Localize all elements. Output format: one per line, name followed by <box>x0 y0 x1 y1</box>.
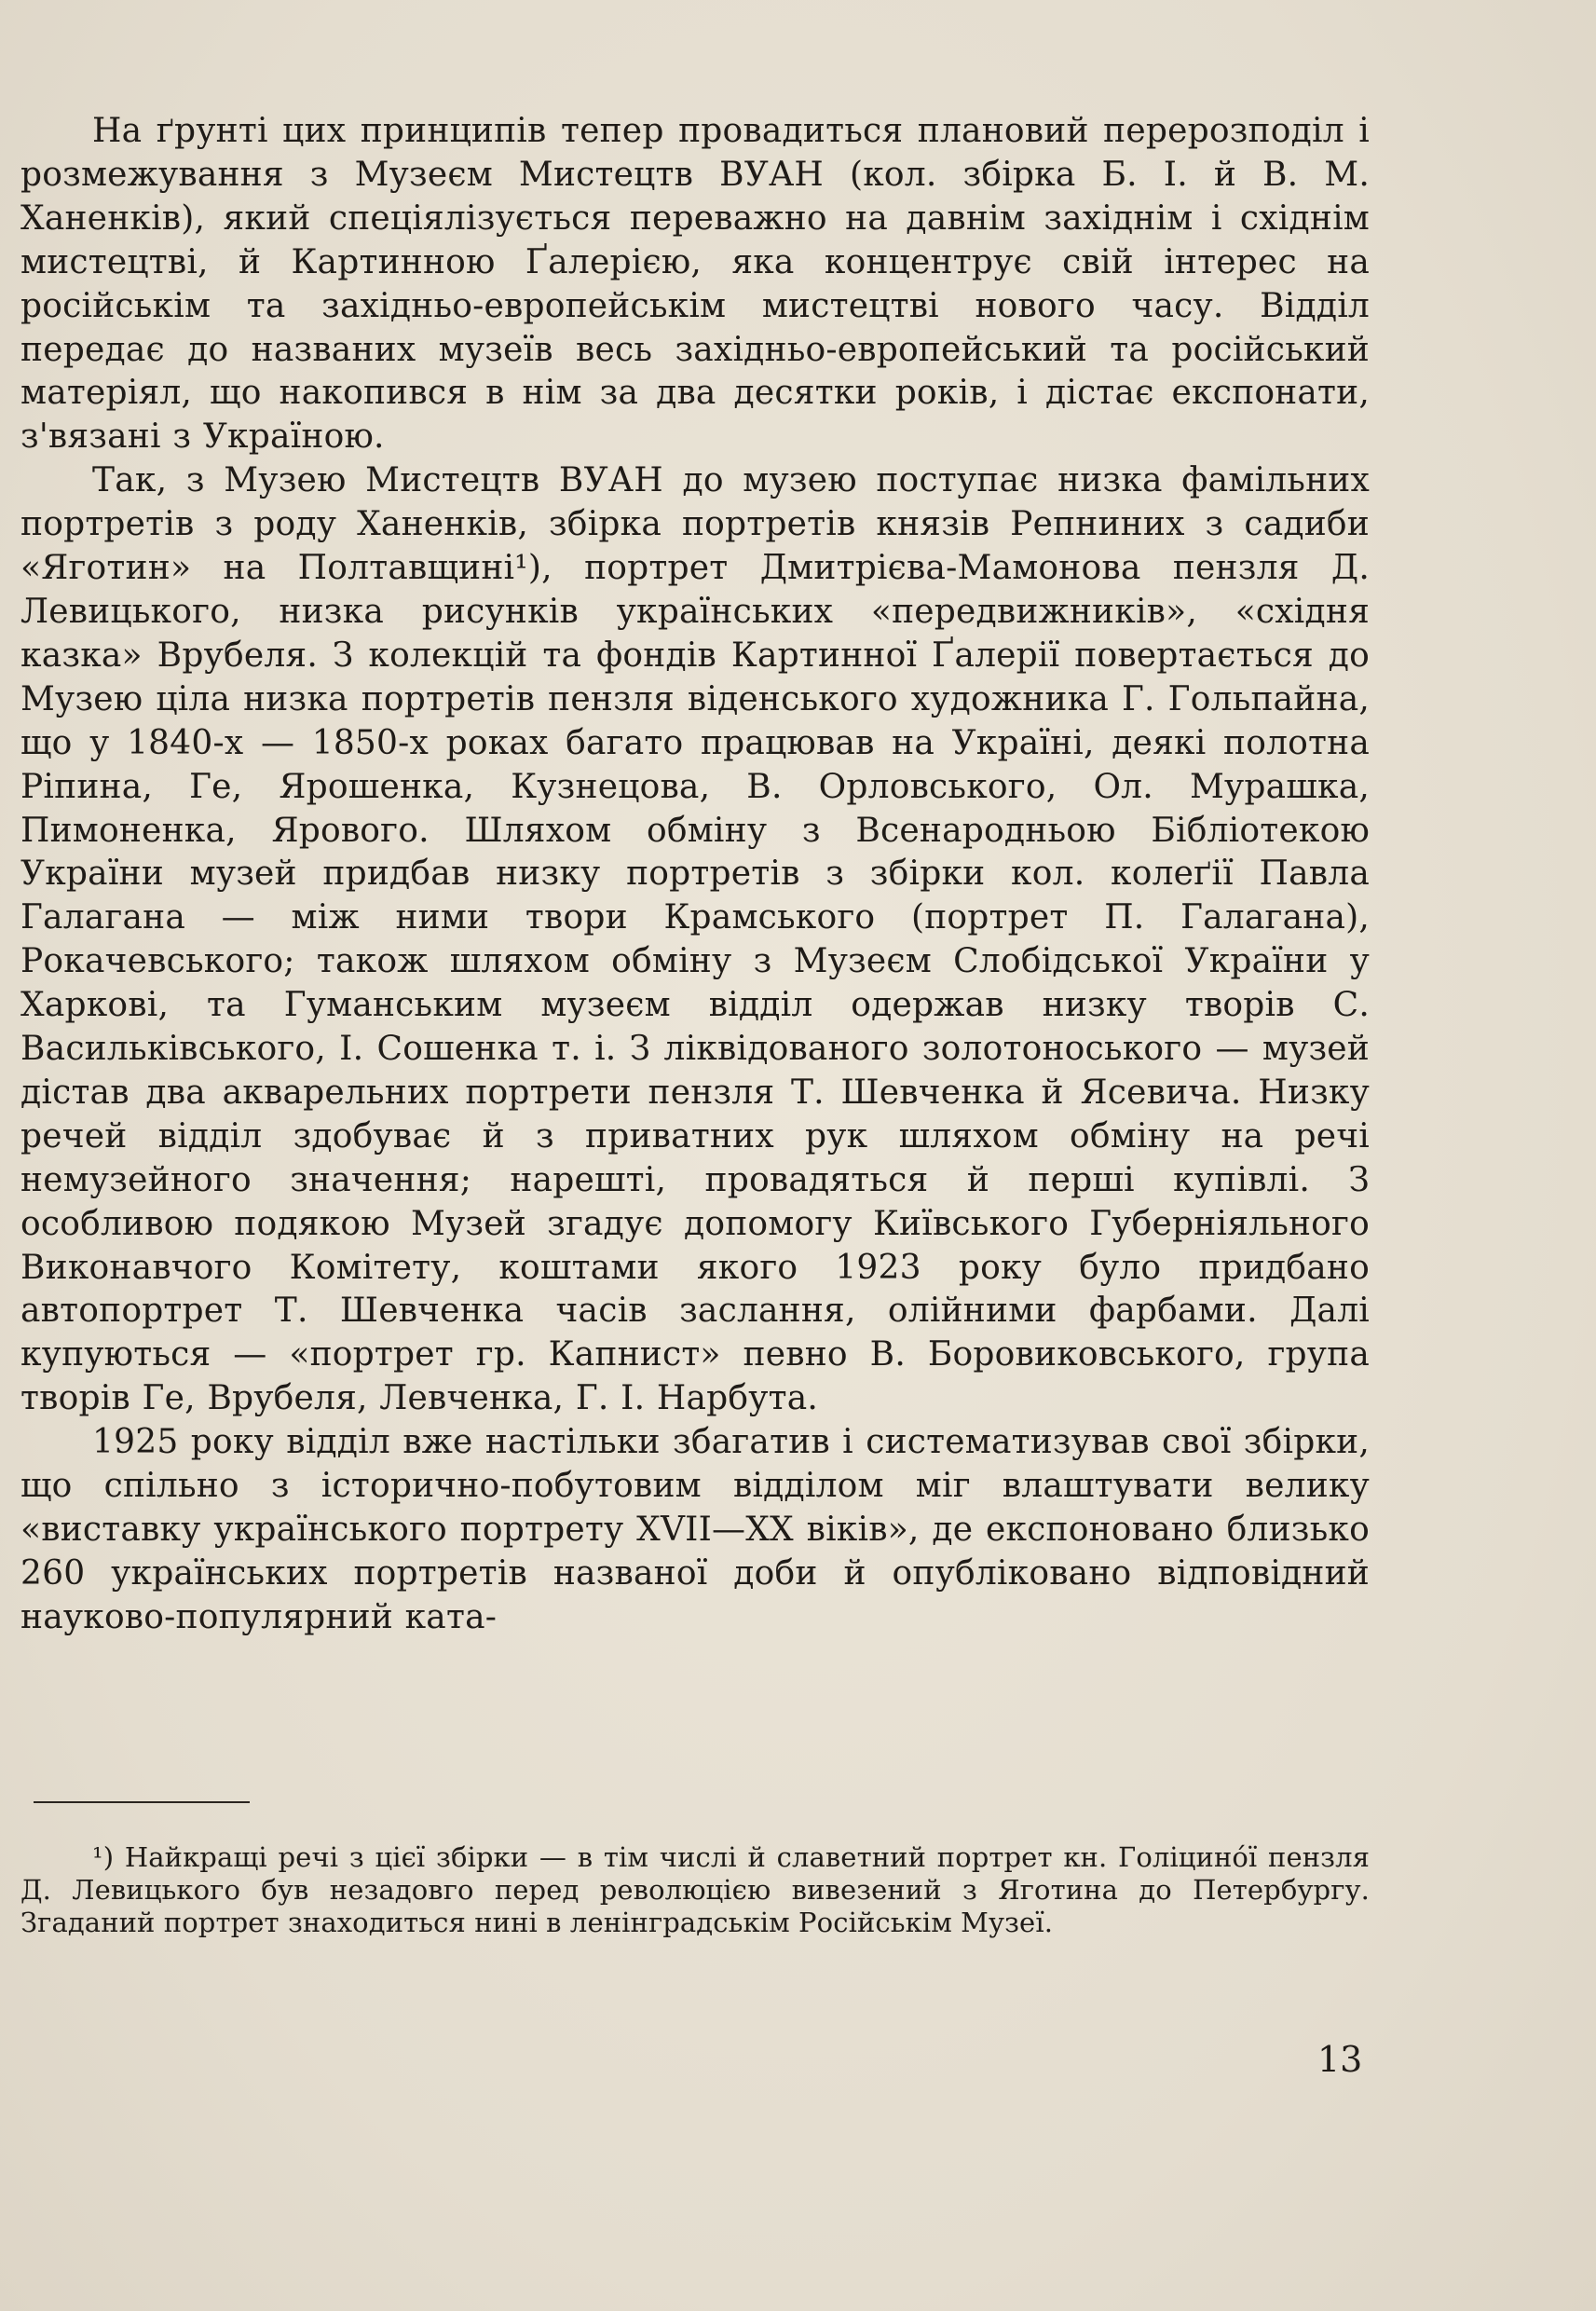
main-text <box>20 110 1370 1640</box>
page-number: 13 <box>1317 2039 1363 2080</box>
footnotes <box>20 1841 1370 1939</box>
paragraph-1: На ґрунті цих принципів тепер провадиться плановий перерозподіл і розмежування з Музеєм Мистецтв ВУАН (кол. збірка Б. І. й В. М. Ханенків), який спеціялізується переважно на давнім західнім і східнім мистецтві, й Картинною Ґалерією, яка концентрує свій інтерес на російськім та західньо-европейськім мистецтві нового часу. Відділ передає до названих музеїв весь західньо-европейський та російський матеріял, що накопився в нім за два десятки років, і дістає експонати, з'вязані з Україною. <box>20 112 1370 457</box>
paragraph-3: 1925 року відділ вже настільки збагатив і систематизував свої збірки, що спільно з історично-побутовим відділом міг влаштувати велику «виставку українського портрету XVII—XX віків», де експоновано близько 260 українських портретів названої доби й опубліковано відповідний науково-популярний ката- <box>20 1423 1370 1636</box>
footnote-divider <box>34 1801 250 1803</box>
paragraph-2: Так, з Музею Мистецтв ВУАН до музею поступає низка фамільних портретів з роду Ханенків, збірка портретів князів Репниних з садиби «Яготин» на Полтавщині¹), портрет Дмитрієва-Мамонова пензля Д. Левицького, низка рисунків українських «передвижників», «східня казка» Врубеля. З колекцій та фондів Картинної Ґалерії повертається до Музею ціла низка портретів пензля віденського художника Г. Гольпайна, що у 1840-х — 1850-х роках багато працював на Україні, деякі полотна Ріпина, Ге, Ярошенка, Кузнецова, В. Орловського, Ол. Мурашка, Пимоненка, Ярового. Шляхом обміну з Всенародньою Бібліотекою України музей придбав низку портретів з збірки кол. колеґії Павла Галагана — між ними твори Крамського (портрет П. Галагана), Рокачевського; також шляхом обміну з Музеєм Слобідської України у Харкові, та Гуманським музеєм відділ одержав низку творів С. Васильківського, І. Сошенка т. і. З ліквідованого золотоноського — музей дістав два акварельних портрети пензля Т. Шевченка й Ясевича. Низку речей відділ здобуває й з приватних рук шляхом обміну на речі немузейного значення; нарешті, провадяться й перші купівлі. З особливою подякою Музей згадує допомогу Київського Губерніяльного Виконавчого Комітету, коштами якого 1923 року було придбано автопортрет Т. Шевченка часів заслання, олійними фарбами. Далі купуються — «портрет гр. Капнист» певно В. Боровиковського, група творів Ге, Врубеля, Левченка, Г. І. Нарбута. <box>20 461 1370 1418</box>
footnote-1: ¹) Найкращі речі з цієї збірки — в тім числі й славетний портрет кн. Голіцино́ї пензля Д. Левицького був незадовго перед революцією вивезений з Яготина до Петербургу. Згаданий портрет знаходиться нині в ленінградськім Російськім Музеї. <box>20 1841 1370 1938</box>
